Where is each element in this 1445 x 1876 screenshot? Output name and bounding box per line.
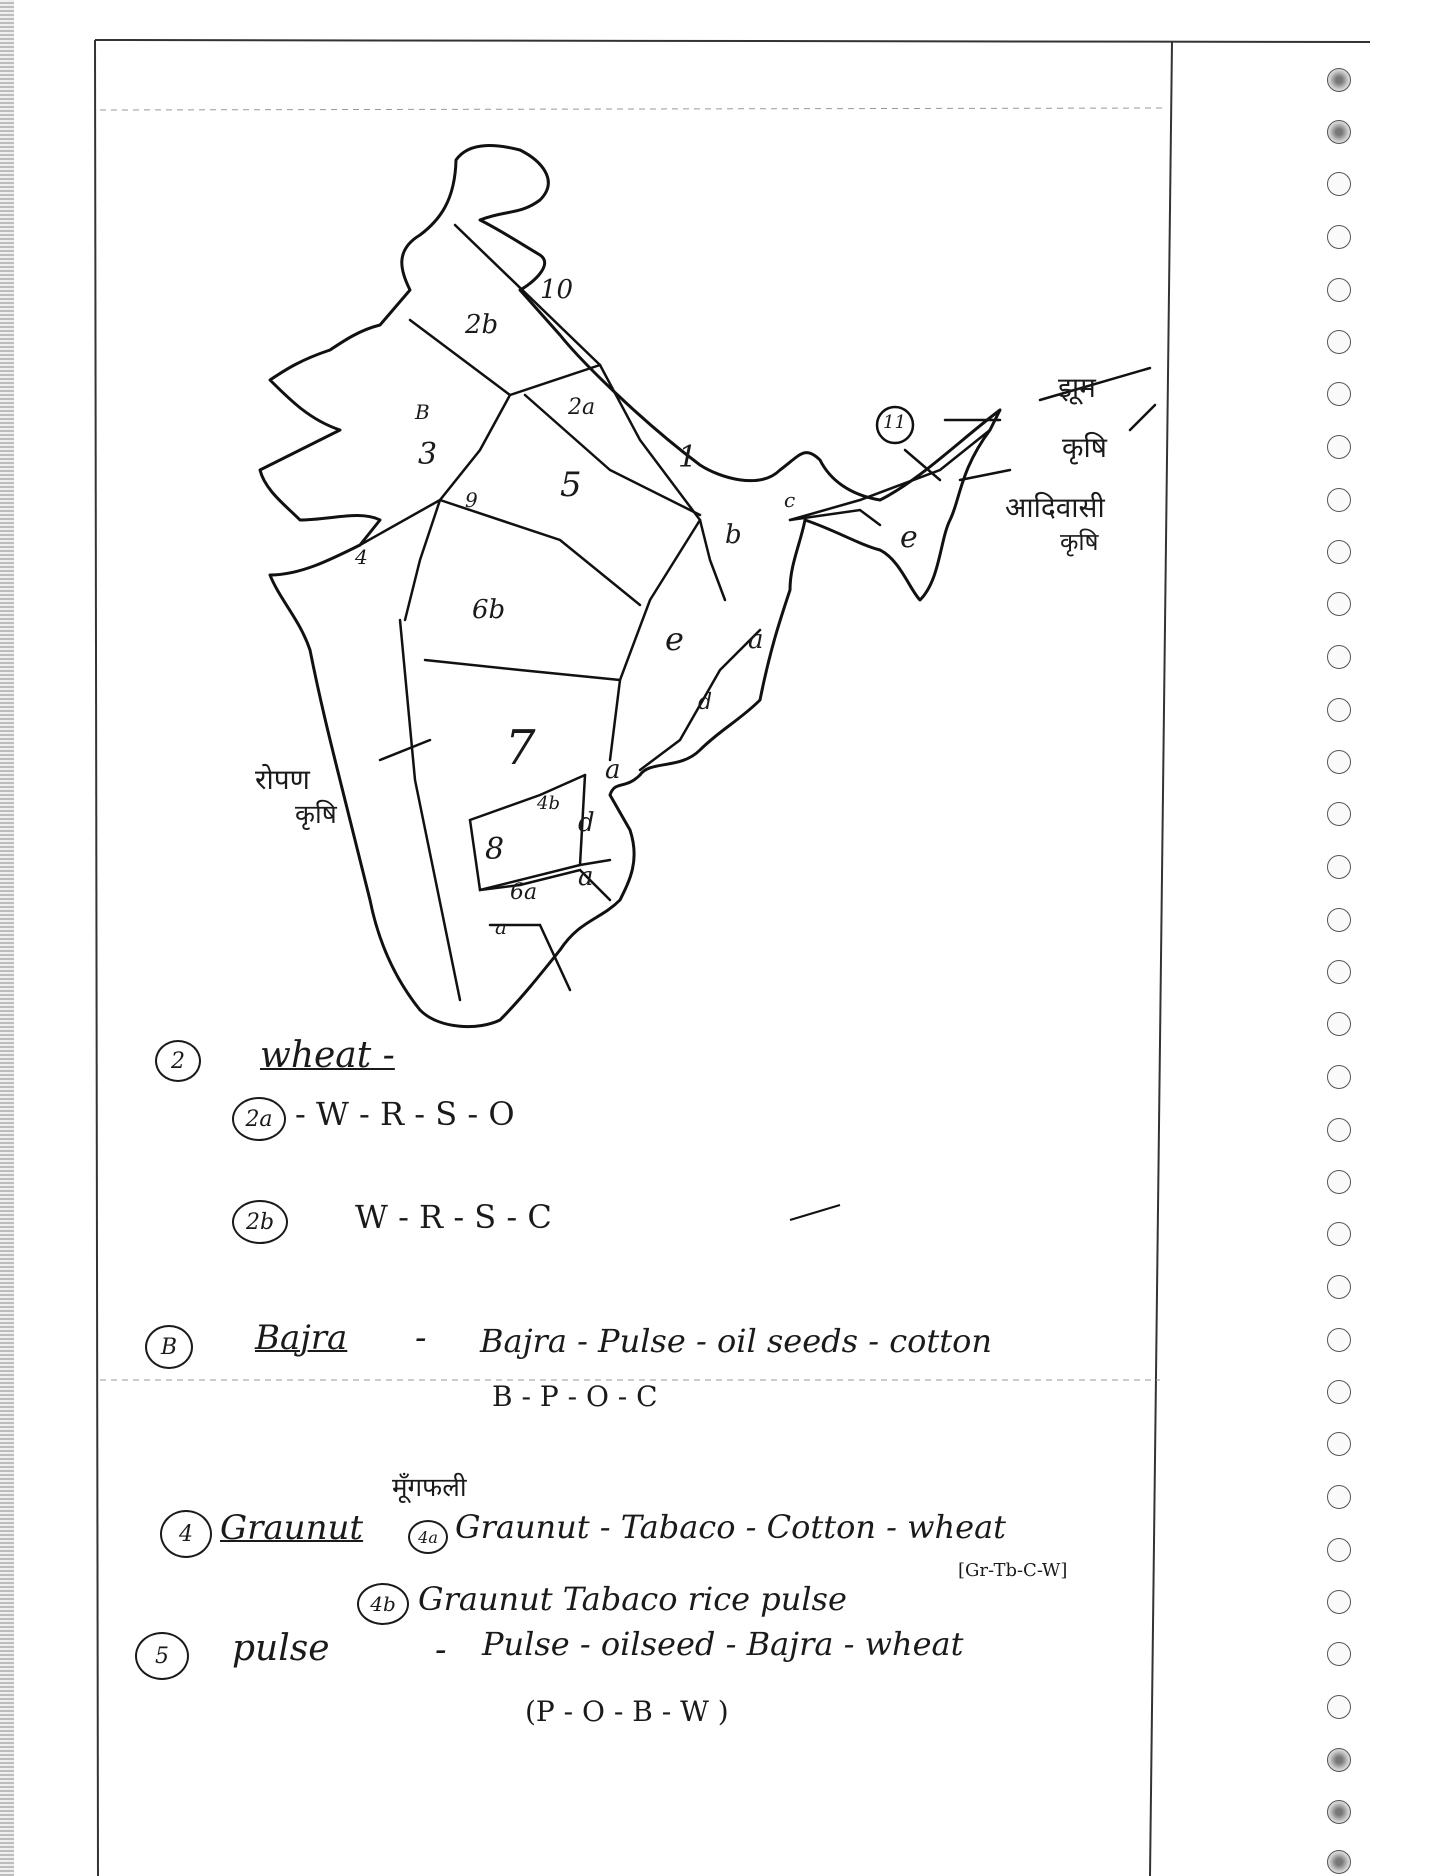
- binding-hole: [1327, 855, 1351, 879]
- note-4b-text: Graunut Tabaco rice pulse: [418, 1580, 847, 1618]
- binding-hole: [1327, 540, 1351, 564]
- map-label-e: e: [665, 620, 684, 658]
- boundary-6b-7: [425, 660, 620, 680]
- map-label-8: 8: [485, 832, 505, 867]
- binding-hole: [1327, 908, 1351, 932]
- note-5-title: pulse: [232, 1628, 330, 1669]
- binding-hole: [1327, 960, 1351, 984]
- page-top-border: [95, 40, 1370, 42]
- binding-hole: [1327, 488, 1351, 512]
- note-3-abbr: B - P - O - C: [492, 1380, 658, 1413]
- pointer-line-ropan: [380, 740, 430, 760]
- note-3-dash: -: [415, 1318, 427, 1358]
- map-label-d1: d: [698, 690, 713, 715]
- map-label-b: b: [725, 520, 742, 550]
- note-5-dash: -: [435, 1630, 447, 1670]
- binding-hole: [1327, 1590, 1351, 1614]
- binding-hole: [1327, 330, 1351, 354]
- note-4b-number: 4b: [357, 1583, 409, 1625]
- map-label-e-east: e: [900, 520, 918, 555]
- boundary-e-west: [610, 520, 700, 760]
- binding-hole: [1327, 802, 1351, 826]
- map-label-a3: a: [578, 862, 594, 892]
- note-4a-text: Graunut - Tabaco - Cotton - wheat: [455, 1508, 1006, 1546]
- annotation-adivasi-line2: कृषि: [1060, 528, 1099, 556]
- note-2b-number: 2b: [232, 1200, 288, 1244]
- map-label-3: 3: [418, 437, 438, 472]
- binding-hole: [1327, 382, 1351, 406]
- binding-hole: [1327, 645, 1351, 669]
- binding-hole: [1327, 1012, 1351, 1036]
- india-map-outline: [260, 146, 1000, 1027]
- note-4-hindi: मूँगफली: [392, 1473, 467, 1503]
- note-5-abbr: (P - O - B - W ): [525, 1695, 729, 1728]
- note-2a-text: - W - R - S - O: [295, 1095, 515, 1133]
- binding-hole: [1327, 1380, 1351, 1404]
- annotation-jhum-line1: झूम: [1058, 371, 1096, 404]
- map-label-11: 11: [883, 412, 906, 433]
- binding-hole: [1327, 1170, 1351, 1194]
- binding-hole: [1327, 1118, 1351, 1142]
- map-label-4: 4: [355, 545, 368, 569]
- map-label-6b: 6b: [472, 595, 506, 625]
- binding-hole: [1327, 225, 1351, 249]
- note-2b-text: W - R - S - C: [355, 1198, 552, 1236]
- binding-hole: [1327, 120, 1351, 144]
- boundary-5-1: [525, 395, 700, 515]
- note-3-number: B: [145, 1325, 193, 1369]
- binding-hole: [1327, 1642, 1351, 1666]
- note-2-title: wheat -: [260, 1035, 395, 1076]
- boundary-6b-top: [440, 500, 640, 605]
- binding-hole: [1327, 1222, 1351, 1246]
- binding-hole: [1327, 1328, 1351, 1352]
- map-label-5: 5: [560, 465, 582, 505]
- annotation-adivasi-line1: आदिवासी: [1005, 491, 1105, 524]
- map-label-2a: 2a: [568, 395, 596, 420]
- map-label-4b: 4b: [537, 793, 560, 814]
- note-3-text: Bajra - Pulse - oil seeds - cotton: [480, 1322, 992, 1360]
- note-4-number: 4: [160, 1510, 212, 1558]
- binding-hole: [1327, 1800, 1351, 1824]
- note-3-title: Bajra: [255, 1318, 348, 1358]
- binding-hole: [1327, 1485, 1351, 1509]
- note-4-title: Graunut: [220, 1508, 364, 1548]
- map-label-d2: d: [578, 808, 595, 838]
- page-right-margin-line: [1150, 42, 1172, 1876]
- note-4a-number: 4a: [408, 1520, 448, 1554]
- annotation-ropan-line2: कृषि: [295, 800, 337, 830]
- boundary-7-4b: [470, 775, 585, 820]
- dashed-crease-top: [100, 108, 1165, 110]
- note-5-number: 5: [135, 1632, 189, 1680]
- binding-hole: [1327, 1850, 1351, 1874]
- map-label-c: c: [784, 488, 796, 512]
- map-label-6a: 6a: [510, 880, 538, 905]
- map-label-a1: a: [748, 625, 764, 655]
- boundary-b: [700, 520, 725, 600]
- binding-hole: [1327, 68, 1351, 92]
- binding-hole: [1327, 1432, 1351, 1456]
- note-2-number: 2: [155, 1040, 201, 1082]
- map-label-9: 9: [465, 488, 478, 512]
- boundary-north: [410, 320, 600, 395]
- annotation-jhum-line2: कृषि: [1062, 431, 1107, 464]
- binding-hole: [1327, 172, 1351, 196]
- binding-hole: [1327, 698, 1351, 722]
- map-label-10: 10: [540, 275, 574, 305]
- map-label-7: 7: [505, 720, 536, 776]
- binding-hole: [1327, 1538, 1351, 1562]
- note-5-text: Pulse - oilseed - Bajra - wheat: [482, 1625, 964, 1663]
- binding-hole: [1327, 592, 1351, 616]
- stray-mark-right: [790, 1205, 840, 1220]
- map-label-2b: 2b: [465, 310, 499, 340]
- binding-hole: [1327, 278, 1351, 302]
- map-label-a2: a: [605, 755, 621, 785]
- boundary-coast-ropan: [400, 620, 460, 1000]
- binding-hole: [1327, 750, 1351, 774]
- note-4a-abbr: [Gr-Tb-C-W]: [958, 1560, 1068, 1581]
- binding-hole: [1327, 1695, 1351, 1719]
- binding-hole: [1327, 1065, 1351, 1089]
- annotation-ropan-line1: रोपण: [255, 763, 310, 796]
- binding-hole: [1327, 1748, 1351, 1772]
- map-label-1: 1: [678, 440, 698, 475]
- slash-jhum: [1130, 405, 1155, 430]
- binding-hole: [1327, 435, 1351, 459]
- map-label-a4: a: [495, 915, 507, 939]
- map-label-B: B: [415, 400, 430, 424]
- binding-hole: [1327, 1275, 1351, 1299]
- page-left-border: [95, 40, 98, 1876]
- note-2a-number: 2a: [232, 1097, 286, 1141]
